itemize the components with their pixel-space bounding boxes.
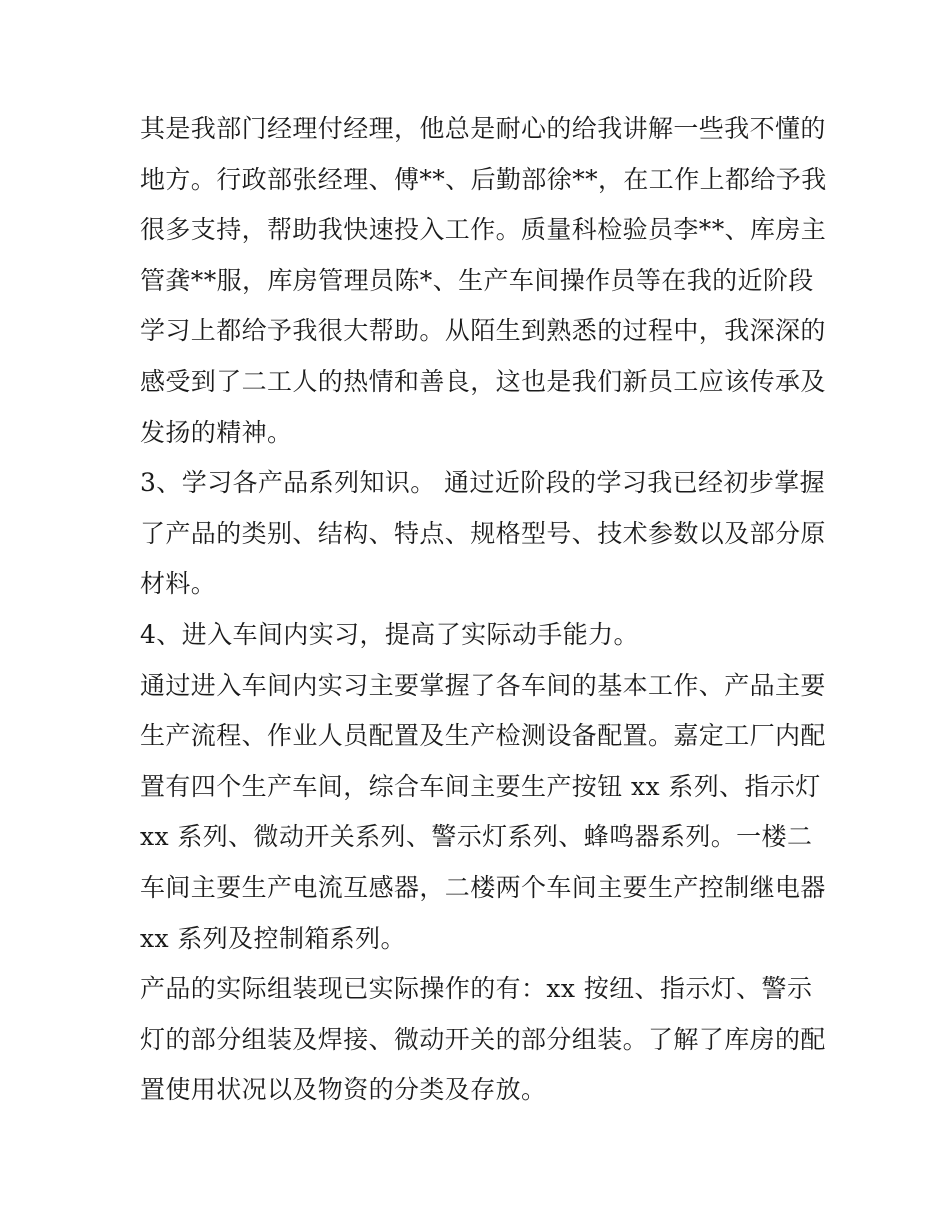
text-line: 感受到了二工人的热情和善良，这也是我们新员工应该传承及	[140, 366, 826, 396]
text-line: 通过进入车间内实习主要掌握了各车间的基本工作、产品主要	[140, 670, 826, 700]
text-line: 很多支持，帮助我快速投入工作。质量科检验员李**、库房主	[140, 215, 827, 245]
section-heading-4: 4、进入车间内实习，提高了实际动手能力。	[140, 619, 639, 649]
text-line: 发扬的精神。	[140, 417, 293, 447]
text-line: 产品的实际组装现已实际操作的有：xx 按纽、指示灯、警示	[140, 974, 813, 1004]
text-line: 车间主要生产电流互感器，二楼两个车间主要生产控制继电器	[140, 872, 826, 902]
text-line: 管龚**服，库房管理员陈*、生产车间操作员等在我的近阶段	[140, 265, 814, 295]
document-body	[140, 104, 827, 1116]
text-line: 生产流程、作业人员配置及生产检测设备配置。嘉定工厂内配	[140, 721, 826, 751]
text-line: 材料。	[140, 569, 217, 599]
text-line: 置使用状况以及物资的分类及存放。	[140, 1075, 547, 1105]
text-line: xx 系列、微动开关系列、警示灯系列、蜂鸣器系列。一楼二	[140, 822, 813, 852]
text-line: 地方。行政部张经理、傅**、后勤部徐**，在工作上都给予我	[140, 164, 827, 194]
section-heading-3: 3、学习各产品系列知识。 通过近阶段的学习我已经初步掌握	[140, 468, 826, 498]
text-line: 灯的部分组装及焊接、微动开关的部分组装。了解了库房的配	[140, 1024, 826, 1054]
text-line: 了产品的类别、结构、特点、规格型号、技术参数以及部分原	[140, 518, 826, 548]
text-line: 学习上都给予我很大帮助。从陌生到熟悉的过程中，我深深的	[140, 316, 826, 346]
text-line: 置有四个生产车间，综合车间主要生产按钮 xx 系列、指示灯	[140, 771, 821, 801]
text-line: 其是我部门经理付经理，他总是耐心的给我讲解一些我不懂的	[140, 114, 826, 143]
text-line: xx 系列及控制箱系列。	[140, 923, 406, 953]
